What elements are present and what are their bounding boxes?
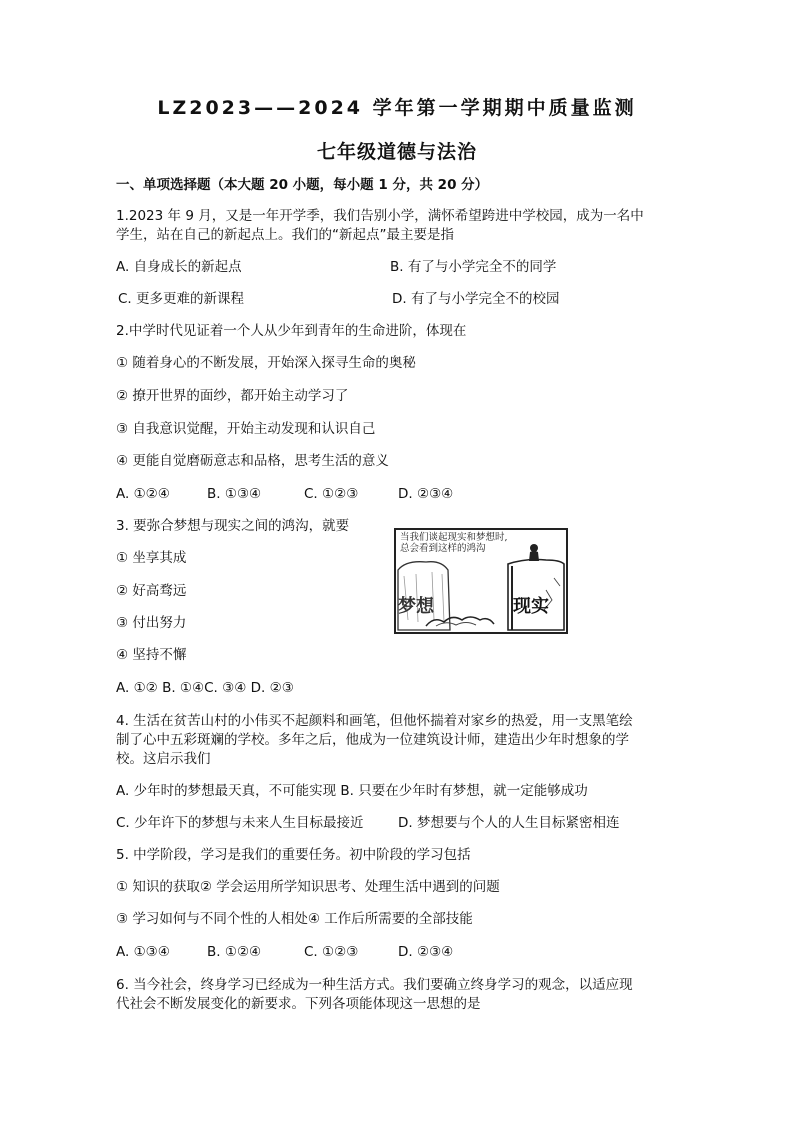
q2-statement-4: ④ 更能自觉磨砺意志和品格，思考生活的意义 [116,453,389,469]
q4-stem-line1: 4. 生活在贫苦山村的小伟买不起颜料和画笔，但他怀揣着对家乡的热爱，用一支黑笔绘 [116,713,633,729]
q3-statement-4: ④ 坚持不懈 [116,647,187,663]
exam-title: LZ2023——2024 学年第一学期期中质量监测 [157,97,637,119]
section-heading: 一、单项选择题（本大题 20 小题，每小题 1 分，共 20 分） [116,177,489,193]
exam-subject: 七年级道德与法治 [316,141,477,163]
q3-statement-2: ② 好高骛远 [116,583,187,599]
q6-stem-line1: 6. 当今社会，终身学习已经成为一种生活方式。我们要确立终身学习的观念，以适应现 [116,977,633,993]
q4-stem-line3: 校。这启示我们 [116,751,211,767]
q2-option-b: B. ①③④ [207,486,262,502]
q5-stem: 5. 中学阶段，学习是我们的重要任务。初中阶段的学习包括 [116,847,471,863]
cartoon-caption-line2: 总会看到这样的鸿沟 [400,543,486,554]
q4-stem-line2: 制了心中五彩斑斓的学校。多年之后，他成为一位建筑设计师，建造出少年时想象的学 [116,732,629,748]
q5-statements-1-2: ① 知识的获取② 学会运用所学知识思考、处理生活中遇到的问题 [116,879,500,895]
q4-option-c: C. 少年许下的梦想与未来人生目标最接近 [116,815,364,831]
q3-stem: 3. 要弥合梦想与现实之间的鸿沟，就要 [116,518,350,534]
cartoon-caption-line1: 当我们谈起现实和梦想时, [400,532,508,543]
q2-option-c: C. ①②③ [304,486,359,502]
cartoon-dream-label: 梦想 [398,596,434,617]
q5-option-b: B. ①②④ [207,944,262,960]
dream-reality-cartoon [394,528,568,634]
q3-statement-1: ① 坐享其成 [116,550,187,566]
q1-option-b: B. 有了与小学完全不的同学 [390,259,557,275]
cartoon-reality-label: 现实 [513,596,549,617]
q3-options: A. ①② B. ①④C. ③④ D. ②③ [116,680,294,696]
q1-option-d: D. 有了与小学完全不的校园 [392,291,560,307]
q1-option-c: C. 更多更难的新课程 [118,291,245,307]
q5-option-d: D. ②③④ [398,944,454,960]
q3-statement-3: ③ 付出努力 [116,615,187,631]
q1-option-a: A. 自身成长的新起点 [116,259,242,275]
q2-stem: 2.中学时代见证着一个人从少年到青年的生命进阶，体现在 [116,323,467,339]
q5-option-a: A. ①③④ [116,944,170,960]
q2-option-d: D. ②③④ [398,486,454,502]
q4-options-ab: A. 少年时的梦想最天真，不可能实现 B. 只要在少年时有梦想，就一定能够成功 [116,783,588,799]
q5-option-c: C. ①②③ [304,944,359,960]
q1-stem-line1: 1.2023 年 9 月，又是一年开学季，我们告别小学，满怀希望跨进中学校园，成为一名中 [116,208,644,224]
q2-statement-2: ② 撩开世界的面纱，都开始主动学习了 [116,388,349,404]
q2-statement-1: ① 随着身心的不断发展，开始深入探寻生命的奥秘 [116,355,416,371]
cartoon-caption [400,532,508,554]
q4-option-d: D. 梦想要与个人的人生目标紧密相连 [398,815,620,831]
q6-stem-line2: 代社会不断发展变化的新要求。下列各项能体现这一思想的是 [116,996,481,1012]
q2-option-a: A. ①②④ [116,486,170,502]
q2-statement-3: ③ 自我意识觉醒，开始主动发现和认识自己 [116,421,376,437]
q1-stem-line2: 学生，站在自己的新起点上。我们的“新起点”最主要是指 [116,227,454,243]
q5-statements-3-4: ③ 学习如何与不同个性的人相处④ 工作后所需要的全部技能 [116,911,473,927]
